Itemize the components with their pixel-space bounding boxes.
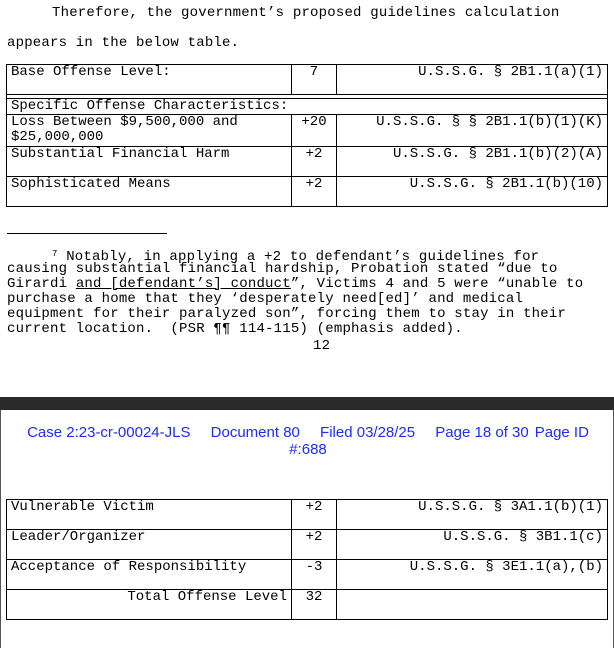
page-count: Page 18 of 30	[435, 424, 529, 441]
row-label: Substantial Financial Harm	[7, 147, 292, 177]
table-row	[7, 177, 608, 207]
base-value: 7	[292, 65, 337, 95]
footnote-line-3: Girardi and [defendant’s] conduct”, Victims 4 and 5 were “unable to	[7, 276, 584, 292]
case-number: Case 2:23-cr-00024-JLS	[27, 424, 191, 441]
table-row	[7, 560, 608, 590]
intro-line-2: appears in the below table.	[7, 35, 240, 51]
table-row	[7, 500, 608, 530]
total-value: 32	[292, 590, 337, 620]
page-id-value: #:688	[289, 441, 327, 458]
page-gap	[0, 397, 614, 410]
row-cite: U.S.S.G. § 2B1.1(b)(10)	[337, 177, 608, 207]
total-label: Total Offense Level	[7, 590, 292, 620]
table-row-soc-heading	[7, 99, 608, 115]
document-page-bottom	[0, 410, 614, 648]
row-cite: U.S.S.G. § 2B1.1(b)(2)(A)	[337, 147, 608, 177]
row-label: Vulnerable Victim	[7, 500, 292, 530]
row-label: Acceptance of Responsibility	[7, 560, 292, 590]
row-value: +2	[292, 530, 337, 560]
footnote-divider	[7, 233, 167, 234]
table-row	[7, 147, 608, 177]
document-number: Document 80	[210, 424, 300, 441]
row-label: Sophisticated Means	[7, 177, 292, 207]
row-label: Leader/Organizer	[7, 530, 292, 560]
ecf-header	[1, 424, 614, 458]
footnote-marker: 7	[52, 249, 58, 259]
emphasis-underline: and [defendant’s] conduct	[75, 276, 291, 292]
table-row	[7, 530, 608, 560]
base-cite: U.S.S.G. § 2B1.1(a)(1)	[337, 65, 608, 95]
footnote-line-1: $^7$ Notably, in applying a +2 to defendant’s guidelines for	[52, 249, 540, 265]
row-cite: U.S.S.G. § § 2B1.1(b)(1)(K)	[337, 115, 608, 147]
table-row	[7, 115, 608, 147]
footnote-line-4: purchase a home that they ‘desperately need[ed]’ and medical	[7, 291, 524, 307]
row-cite: U.S.S.G. § 3A1.1(b)(1)	[337, 500, 608, 530]
base-label: Base Offense Level:	[7, 65, 292, 95]
row-value: +20	[292, 115, 337, 147]
table-row-base	[7, 65, 608, 95]
row-cite: U.S.S.G. § 3E1.1(a),(b)	[337, 560, 608, 590]
page-id-label: Page ID	[534, 424, 589, 441]
footnote-line-6: current location. (PSR ¶¶ 114-115) (emphasis added).	[7, 321, 463, 337]
row-value: +2	[292, 147, 337, 177]
total-cite	[337, 590, 608, 620]
row-value: +2	[292, 177, 337, 207]
intro-line-1: Therefore, the government’s proposed guidelines calculation	[52, 5, 560, 21]
page-number: 12	[313, 338, 331, 354]
soc-heading: Specific Offense Characteristics:	[7, 99, 608, 115]
table-row-total	[7, 590, 608, 620]
footnote-line-2: causing substantial financial hardship, Probation stated “due to	[7, 261, 558, 277]
guidelines-table-top	[6, 64, 608, 207]
footnote-line-5: equipment for their paralyzed son”, forcing them to stay in their	[7, 306, 567, 322]
row-value: -3	[292, 560, 337, 590]
filed-date: Filed 03/28/25	[320, 424, 416, 441]
guidelines-table-bottom	[6, 499, 608, 620]
row-value: +2	[292, 500, 337, 530]
row-cite: U.S.S.G. § 3B1.1(c)	[337, 530, 608, 560]
row-label: Loss Between $9,500,000 and $25,000,000	[7, 115, 292, 147]
